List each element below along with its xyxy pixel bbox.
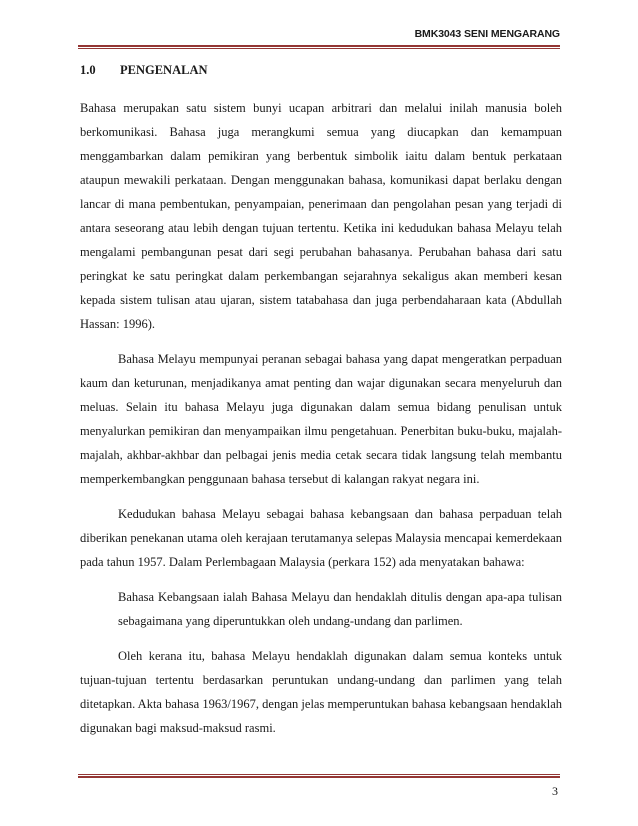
section-number: 1.0 — [80, 63, 96, 77]
footer-divider — [78, 774, 560, 775]
paragraph-role: Bahasa Melayu mempunyai peranan sebagai bahasa yang dapat mengeratkan perpaduan kaum dan keturunan, menjadikanya amat penting dan wajar digunakan secara menyeluruh dan meluas. Selain itu bahasa Melayu juga digunakan dalam semua bidang penulisan untuk menyalurkan pemikiran dan menyampaikan ilmu pengetahuan. Penerbitan buku-buku, majalah-majalah, akhbar-akhbar dan pelbagai jenis media cetak secara tidak langsung telah membantu memperkembangkan penggunaan bahasa tersebut di kalangan rakyat negara ini. — [80, 352, 562, 486]
page-content — [80, 58, 562, 740]
header-divider — [78, 45, 560, 47]
section-title: PENGENALAN — [120, 63, 208, 77]
paragraph-status: Kedudukan bahasa Melayu sebagai bahasa kebangsaan dan bahasa perpaduan telah diberikan penekanan utama oleh kerajaan terutamanya selepas Malaysia mencapai kemerdekaan pada tahun 1957. Dalam Perlembagaan Malaysia (perkara 152) ada menyatakan bahawa: — [80, 507, 562, 569]
paragraph-closing: Oleh kerana itu, bahasa Melayu hendaklah digunakan dalam semua konteks untuk tujuan-tujuan tertentu berdasarkan peruntukan undang-undang dan parlimen yang telah ditetapkan. Akta bahasa 1963/1967, dengan jelas memperuntukan bahasa kebangsaan hendaklah digunakan bagi maksud-maksud rasmi. — [80, 649, 562, 735]
constitution-quote: Bahasa Kebangsaan ialah Bahasa Melayu dan hendaklah ditulis dengan apa-apa tulisan sebagaimana yang diperuntukkan oleh undang-undang dan parlimen. — [118, 590, 562, 628]
section-heading — [80, 58, 562, 82]
paragraph-introduction: Bahasa merupakan satu sistem bunyi ucapan arbitrari dan melalui inilah manusia boleh berkomunikasi. Bahasa juga merangkumi semua yang diucapkan dan kemampuan menggambarkan dalam pemikiran yang berbentuk simbolik iaitu dalam bentuk perkataan ataupun mewakili perkataan. Dengan menggunakan bahasa, komunikasi dapat berlaku dengan lancar di mana pembentukan, penyampaian, penerimaan dan pengolahan pesan yang terjadi di antara seseorang atau lebih dengan tujuan tertentu. Ketika ini kedudukan bahasa Melayu telah mengalami pembangunan pesat dari segi perubahan bahasanya. Perubahan bahasa dari satu peringkat ke satu peringkat dalam perkembangan sejarahnya sekaligus akan memberi kesan kepada sistem tulisan atau ujaran, sistem tatabahasa dan juga perbendaharaan kata (Abdullah Hassan: 1996). — [80, 101, 562, 331]
document-header-title: BMK3043 SENI MENGARANG — [414, 28, 560, 40]
page-number: 3 — [552, 784, 558, 798]
